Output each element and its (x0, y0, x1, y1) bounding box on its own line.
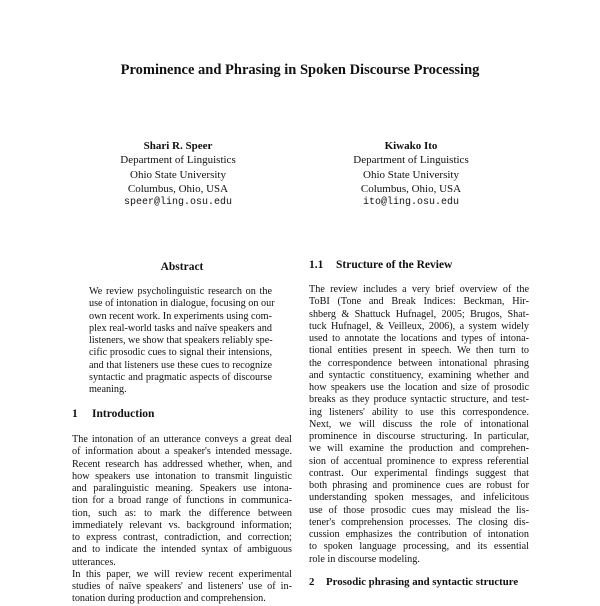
author-email: speer@ling.osu.edu (123, 197, 233, 209)
text-line: of information about a speaker's intended message. (72, 446, 292, 458)
section-number: 1 (72, 408, 78, 420)
section-title: Structure of the Review (336, 259, 453, 271)
text-line: tonation during production and comprehension. (72, 593, 266, 605)
author-block-ito (301, 139, 521, 210)
section-title: Introduction (92, 408, 155, 420)
text-line: syntactic and pragmatic aspects of discourse (89, 371, 272, 383)
author-block-speer (68, 139, 288, 210)
text-line: and syntactic constituency, examining whether and (309, 369, 529, 381)
text-line: The review includes a very brief overview of the (309, 284, 529, 295)
text-line: plex real-world tasks and naïve speakers and (89, 322, 272, 334)
section-number: 1.1 (309, 259, 324, 271)
text-line: sion of accentual prominence to express referential (309, 455, 529, 467)
author-univ: Ohio State University (130, 168, 226, 181)
text-line: we will examine the production and comprehen- (309, 443, 529, 455)
abstract-heading: Abstract (160, 261, 204, 273)
paper-title: Prominence and Phrasing in Spoken Discourse Processing (120, 62, 480, 78)
text-line: We review psycholinguistic research on the (89, 286, 272, 297)
author-name: Shari R. Speer (143, 140, 213, 152)
text-line: to express contrast, contradiction, and correction; (72, 532, 292, 543)
text-line: and paralinguistic meaning. Speakers use intona- (72, 483, 292, 494)
text-line: Next, we will discuss the role of intonational (309, 418, 529, 430)
text-line: ToBI (Tone and Break Indices: Beckman, Hir- (309, 296, 529, 308)
text-line: to spoken language processing, and its essential (309, 541, 529, 553)
text-line: role in discourse modeling. (309, 553, 420, 565)
text-line: and that listeners use these cues to recognize (89, 359, 272, 371)
text-line: how speakers use the location and size of prosodic (309, 382, 529, 393)
subsection-heading (309, 259, 452, 271)
intro-body (72, 434, 292, 606)
text-line: prominence in discourse structuring. In particular, (309, 431, 529, 442)
text-line: shberg & Shattuck Hufnagel, 2005; Brugos, Shat- (309, 308, 529, 320)
author-dept: Department of Linguistics (353, 154, 469, 167)
text-line: own recent work. In experiments using com- (89, 310, 272, 322)
author-dept: Department of Linguistics (120, 154, 236, 167)
text-line: meaning. (89, 384, 127, 395)
text-line: tion for a broad range of functions in communica- (72, 495, 292, 507)
text-line: breaks as they produce syntactic structure, and test- (309, 394, 529, 406)
text-line: tener's comprehension processes. The closing dis- (309, 516, 529, 528)
text-line: ing listeners' ability to use this correspondence. (309, 406, 529, 418)
abstract-body (89, 286, 275, 396)
text-line: and to indicate the intended syntax of ambiguous (72, 544, 292, 556)
author-univ: Ohio State University (363, 168, 459, 181)
intro-heading (72, 408, 154, 420)
section-title: Prosodic phrasing and syntactic structure (326, 576, 519, 588)
author-city: Columbus, Ohio, USA (360, 182, 462, 195)
text-line: cussion emphasizes the contribution of intonation (309, 529, 529, 540)
text-line: the correspondence between intonational phrasing (309, 357, 529, 369)
author-email: ito@ling.osu.edu (362, 197, 459, 209)
text-line: cific prosodic cues to signal their intensions, (89, 347, 272, 359)
section-number: 2 (309, 576, 315, 588)
text-line: studies of naïve speakers' and listeners' use of in- (72, 581, 292, 592)
text-line: tion, such as: to mark the difference between (72, 507, 292, 519)
text-line: utterances. (72, 556, 116, 568)
text-line: listeners, we show that speakers reliably spe- (89, 335, 273, 346)
text-line: how speakers use intonation to transmit linguistic (72, 470, 292, 482)
author-city: Columbus, Ohio, USA (127, 182, 229, 195)
author-name: Kiwako Ito (384, 140, 438, 152)
text-line: tuck Hufnagel, & Veilleux, 2006), a system widely (309, 320, 529, 332)
text-line: contrast. Our experimental findings suggest that (309, 467, 529, 479)
section2-heading (309, 576, 518, 588)
structure-body (309, 284, 529, 566)
text-line: use of those prosodic cues may mislead the lis- (309, 504, 529, 516)
text-line: Recent research has addressed whether, when, and (72, 458, 292, 470)
text-line: The intonation of an utterance conveys a great deal (72, 434, 292, 445)
text-line: use of intonation in dialogue, focusing on our (89, 298, 275, 310)
text-line: both phrasing and prominence cues are robust for (309, 480, 529, 491)
text-line: tional entities present in speech. We then turn to (309, 345, 529, 357)
text-line: In this paper, we will review recent experimental (72, 568, 292, 580)
text-line: immediately relevant vs. background information; (72, 519, 292, 531)
text-line: understanding spoken messages, and infelicitous (309, 492, 529, 504)
text-line: used to annotate the locations and types of intona- (309, 333, 529, 344)
